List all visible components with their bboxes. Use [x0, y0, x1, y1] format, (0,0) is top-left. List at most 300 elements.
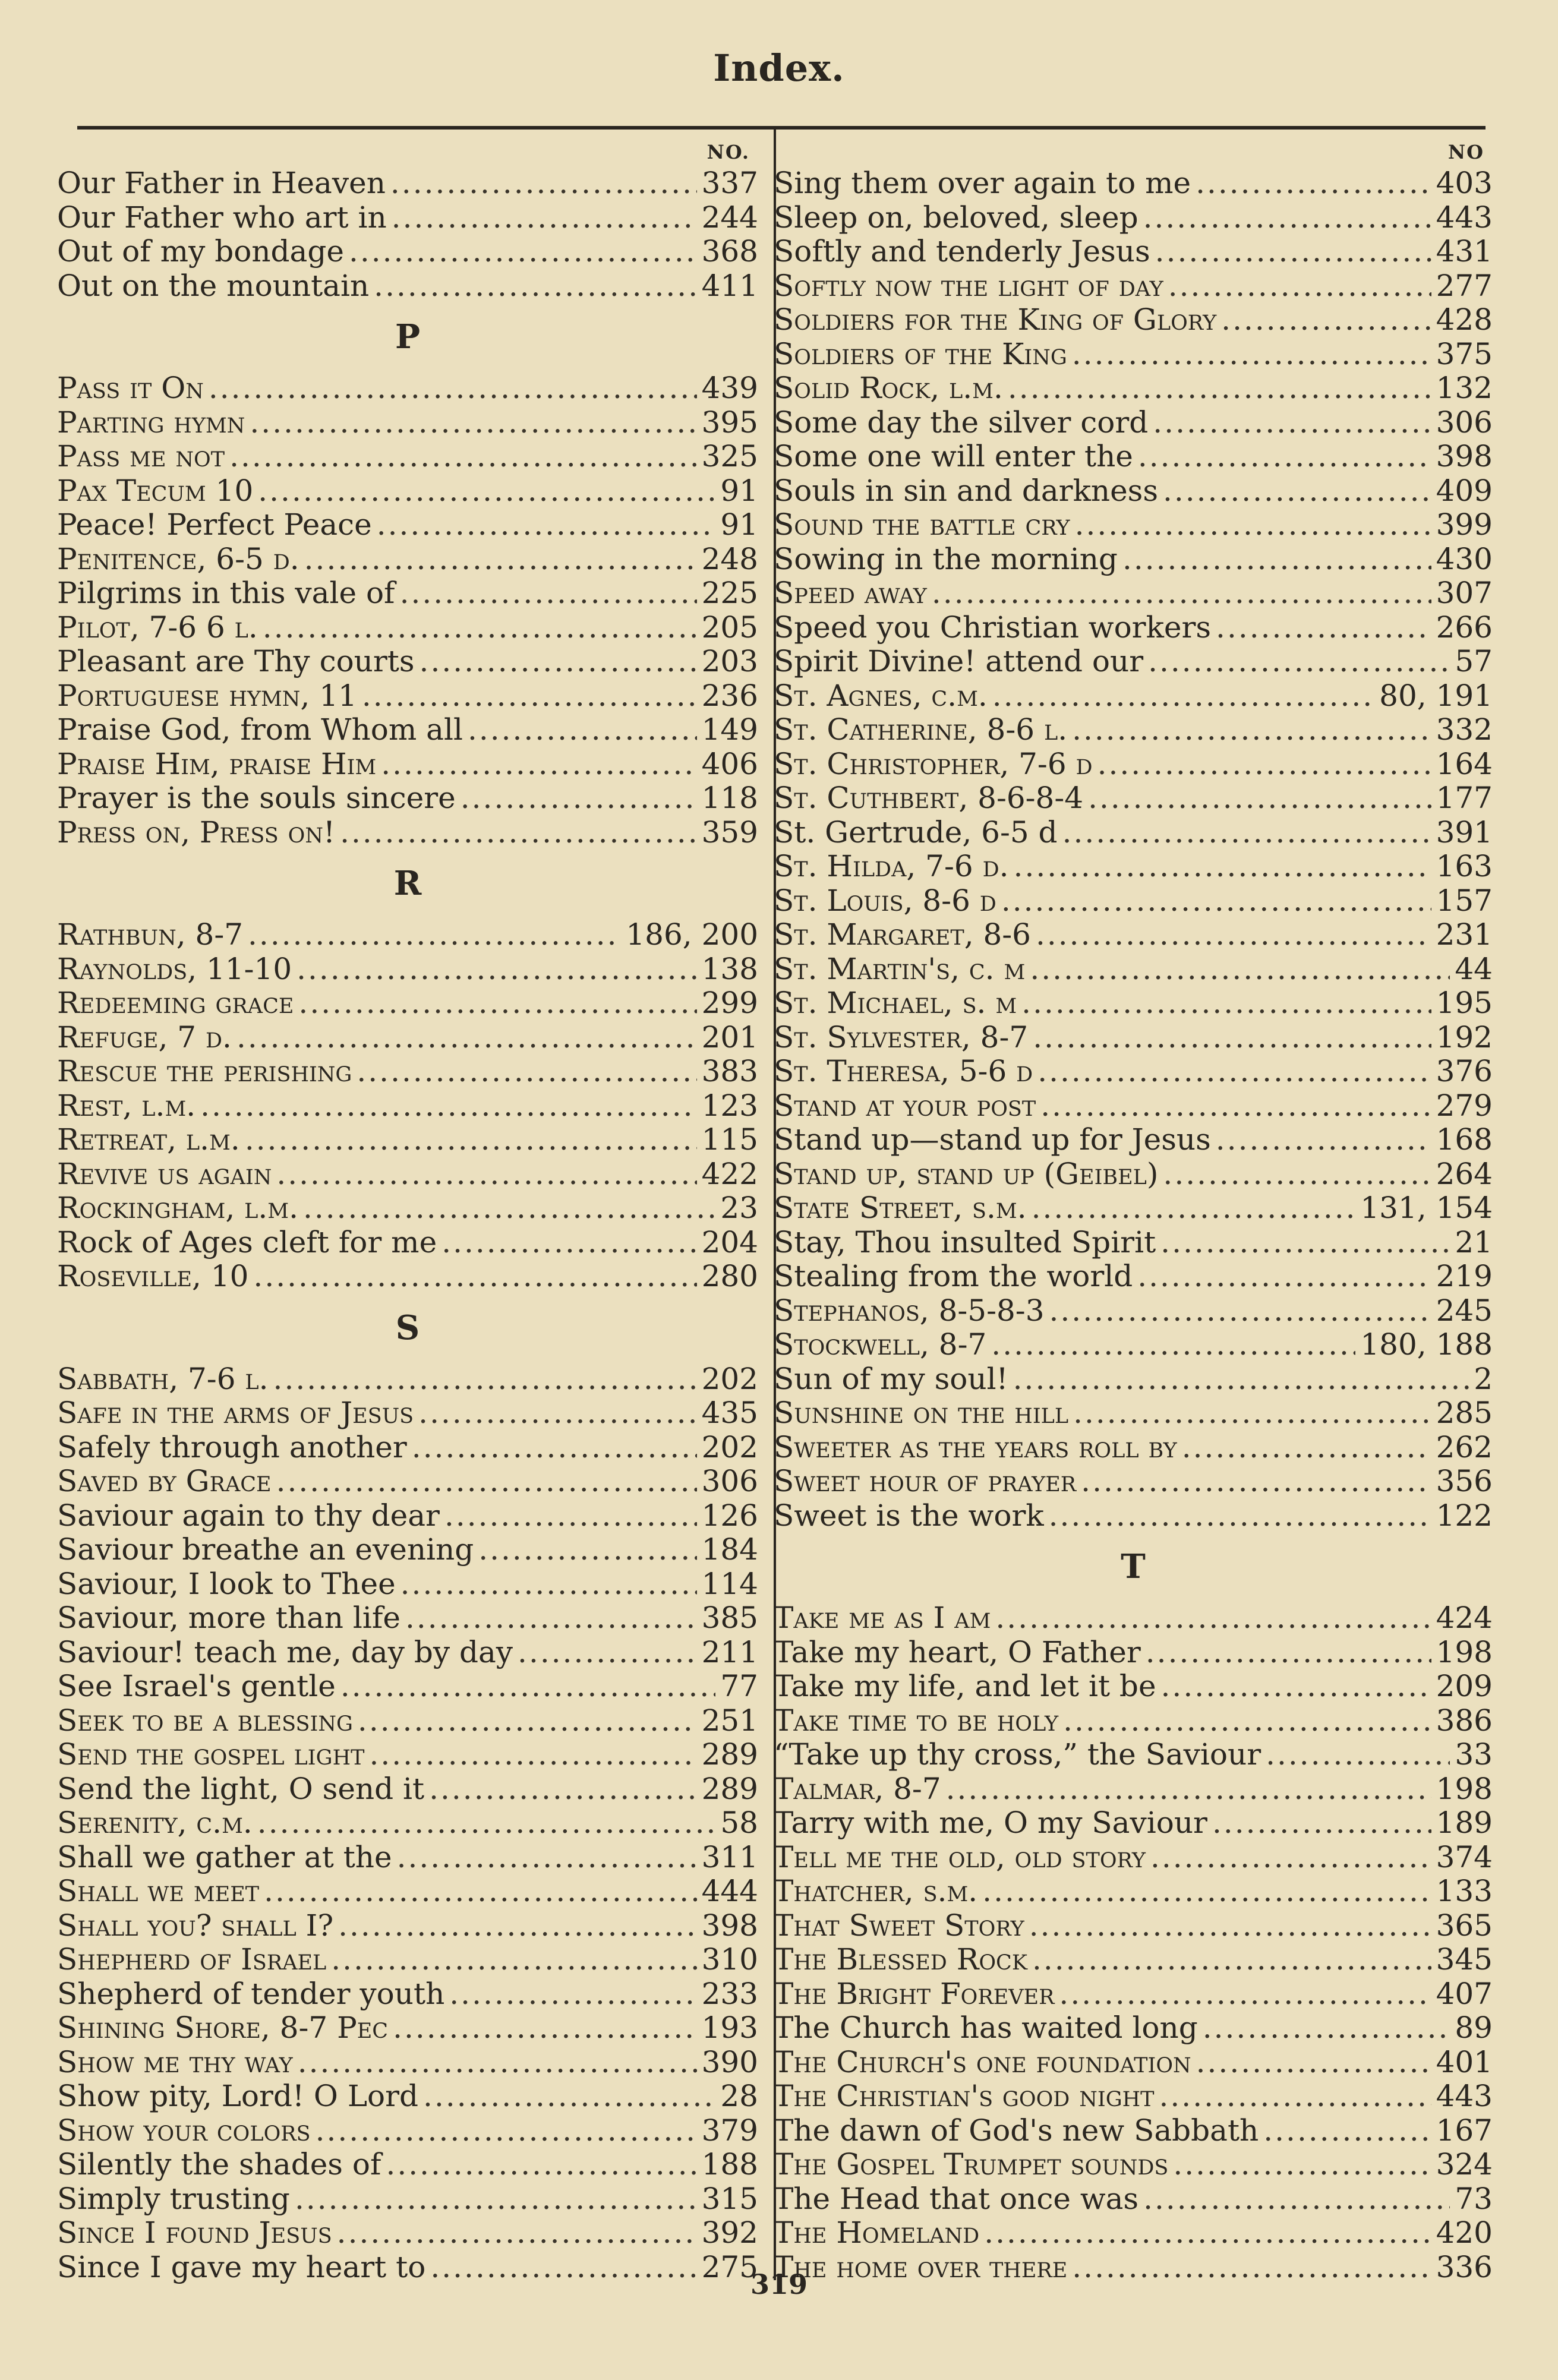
- dot-leader: [400, 1567, 697, 1602]
- index-entry: [57, 269, 758, 304]
- hymn-title: See Israel's gentle: [57, 1669, 336, 1703]
- hymn-number: 167: [1436, 2113, 1493, 2148]
- index-entry: [57, 986, 758, 1021]
- index-entry: [774, 2216, 1493, 2250]
- hymn-title: Sleep on, beloved, sleep: [774, 200, 1138, 235]
- dot-leader: [304, 542, 697, 577]
- dot-leader: [209, 371, 697, 406]
- index-entry: [57, 918, 758, 952]
- dot-leader: [253, 1260, 696, 1294]
- dot-leader: [250, 406, 696, 440]
- hymn-number: 21: [1455, 1224, 1493, 1260]
- hymn-title: Stay, Thou insulted Spirit: [774, 1224, 1156, 1260]
- hymn-title: St. Catherine, 8-6 l.: [774, 712, 1068, 747]
- index-entry: [57, 1226, 758, 1260]
- hymn-number: 188: [701, 2147, 758, 2182]
- hymn-title: Raynolds, 11-10: [57, 951, 292, 986]
- dot-leader: [518, 1636, 697, 1670]
- dot-leader: [374, 269, 696, 304]
- dot-leader: [393, 2011, 696, 2046]
- dot-leader: [1049, 1499, 1431, 1533]
- index-entry: [774, 269, 1493, 304]
- index-entry: [774, 406, 1493, 440]
- index-entry: [774, 611, 1493, 645]
- hymn-number: 359: [701, 815, 758, 850]
- hymn-number: 201: [701, 1019, 758, 1055]
- hymn-title: Take time to be holy: [774, 1703, 1059, 1738]
- dot-leader: [331, 1943, 696, 1977]
- hymn-number: 306: [1436, 405, 1493, 440]
- index-entry: [774, 1874, 1493, 1909]
- hymn-number: 180, 188: [1360, 1327, 1493, 1362]
- hymn-number: 398: [701, 1908, 758, 1943]
- index-entry: [57, 371, 758, 406]
- hymn-number: 91: [720, 507, 758, 542]
- hymn-title: St. Michael, s. m: [774, 986, 1017, 1020]
- hymn-number: 262: [1436, 1429, 1493, 1464]
- index-entry: [774, 679, 1493, 714]
- index-entry: [774, 1123, 1493, 1157]
- dot-leader: [263, 611, 697, 645]
- hymn-title: Our Father in Heaven: [57, 166, 386, 200]
- index-entry: [57, 406, 758, 440]
- hymn-title: Some day the silver cord: [774, 405, 1149, 440]
- hymn-title: The Homeland: [774, 2215, 980, 2250]
- hymn-title: Sound the battle cry: [774, 507, 1070, 542]
- dot-leader: [1073, 1396, 1431, 1431]
- dot-leader: [1013, 1362, 1469, 1397]
- dot-leader: [1163, 1157, 1431, 1192]
- index-entry: [774, 2046, 1493, 2080]
- dot-leader: [316, 2114, 697, 2148]
- index-entry: [774, 2114, 1493, 2148]
- index-entry: [57, 2011, 758, 2046]
- hymn-number: 374: [1436, 1839, 1493, 1874]
- hymn-number: 205: [701, 610, 758, 645]
- index-entry: [774, 1704, 1493, 1738]
- hymn-title: Praise Him, praise Him: [57, 746, 377, 781]
- dot-leader: [468, 713, 697, 747]
- dot-leader: [362, 679, 697, 714]
- hymn-title: Roseville, 10: [57, 1259, 249, 1293]
- hymn-number: 189: [1436, 1805, 1493, 1840]
- index-entry: [57, 1089, 758, 1123]
- hymn-title: Stand up, stand up (Geibel): [774, 1156, 1159, 1191]
- dot-leader: [276, 1157, 696, 1192]
- index-entry: [774, 1669, 1493, 1704]
- dot-leader: [991, 1328, 1355, 1362]
- hymn-number: 202: [701, 1429, 758, 1464]
- dot-leader: [1159, 2079, 1431, 2114]
- index-entry: [57, 952, 758, 987]
- hymn-number: 2: [1474, 1361, 1493, 1396]
- index-column-right: [774, 138, 1493, 2284]
- hymn-title: Take my heart, O Father: [774, 1634, 1141, 1669]
- hymn-number: 365: [1436, 1908, 1493, 1943]
- index-entry: [57, 781, 758, 816]
- index-entry: [774, 1431, 1493, 1465]
- hymn-title: The dawn of God's new Sabbath: [774, 2113, 1259, 2148]
- dot-leader: [264, 1874, 696, 1909]
- hymn-title: Saviour breathe an evening: [57, 1532, 474, 1567]
- index-entry: [774, 986, 1493, 1021]
- index-entry: [774, 884, 1493, 918]
- hymn-title: Saviour again to thy dear: [57, 1498, 440, 1533]
- index-entry: [774, 303, 1493, 337]
- hymn-number: 428: [1436, 302, 1493, 337]
- hymn-number: 225: [701, 576, 758, 610]
- hymn-title: Praise God, from Whom all: [57, 712, 463, 747]
- index-entry: [57, 1431, 758, 1465]
- hymn-number: 409: [1436, 473, 1493, 508]
- hymn-number: 164: [1436, 746, 1493, 781]
- section-letter: R: [393, 864, 422, 903]
- hymn-title: St. Christopher, 7-6 d: [774, 746, 1093, 781]
- hymn-number: 315: [701, 2181, 758, 2216]
- dot-leader: [429, 1772, 696, 1807]
- hymn-number: 325: [701, 439, 758, 474]
- index-entry: [57, 1567, 758, 1602]
- hymn-number: 57: [1455, 644, 1493, 678]
- hymn-title: Sunshine on the hill: [774, 1396, 1069, 1430]
- hymn-title: Soldiers for the King of Glory: [774, 302, 1217, 337]
- index-entry: [774, 1738, 1493, 1772]
- dot-leader: [1221, 303, 1431, 337]
- hymn-title: Shepherd of tender youth: [57, 1976, 445, 2011]
- index-entry: [774, 2148, 1493, 2182]
- hymn-title: Peace! Perfect Peace: [57, 507, 372, 542]
- hymn-number: 420: [1436, 2215, 1493, 2250]
- dot-leader: [298, 2046, 697, 2080]
- index-entry: [57, 2216, 758, 2250]
- dot-leader: [1040, 1089, 1431, 1123]
- hymn-title: Out on the mountain: [57, 268, 370, 303]
- index-entry: [57, 1601, 758, 1636]
- index-entry: [774, 1328, 1493, 1362]
- section-letter: T: [1121, 1547, 1146, 1586]
- hymn-title: Saved by Grace: [57, 1464, 272, 1498]
- hymn-title: Pax Tecum 10: [57, 473, 254, 508]
- dot-leader: [946, 1772, 1431, 1807]
- dot-leader: [1032, 1943, 1431, 1977]
- hymn-title: St. Hilda, 7-6 d.: [774, 849, 1009, 883]
- dot-leader: [1063, 1704, 1431, 1738]
- index-entry: [774, 850, 1493, 884]
- index-entry: [774, 1943, 1493, 1977]
- index-entry: [57, 1055, 758, 1089]
- dot-leader: [1097, 747, 1431, 782]
- hymn-number: 248: [701, 541, 758, 576]
- dot-leader: [229, 440, 696, 474]
- index-entry: [57, 1362, 758, 1397]
- section-letter: S: [395, 1308, 420, 1347]
- hymn-number: 332: [1436, 712, 1493, 747]
- hymn-number: 118: [701, 781, 758, 815]
- hymn-number: 91: [720, 473, 758, 508]
- hymn-number: 23: [720, 1191, 758, 1225]
- hymn-title: Shall we gather at the: [57, 1839, 392, 1874]
- hymn-title: Silently the shades of: [57, 2147, 381, 2182]
- dot-leader: [397, 1841, 697, 1875]
- index-entry: [57, 816, 758, 850]
- hymn-title: Rescue the perishing: [57, 1054, 352, 1088]
- hymn-title: Rest, l.m.: [57, 1088, 196, 1123]
- dot-leader: [1072, 337, 1431, 372]
- index-entry: [57, 1464, 758, 1499]
- page-title: Index.: [713, 46, 845, 90]
- hymn-title: Sing them over again to me: [774, 166, 1191, 200]
- index-list: [57, 166, 758, 2284]
- hymn-number: 411: [701, 268, 758, 303]
- hymn-number: 245: [1436, 1293, 1493, 1328]
- hymn-title: Souls in sin and darkness: [774, 473, 1158, 508]
- dot-leader: [338, 1909, 696, 1943]
- index-entry: [774, 1841, 1493, 1875]
- index-entry: [774, 1909, 1493, 1943]
- dot-leader: [369, 1738, 696, 1772]
- hymn-title: The home over there: [774, 2249, 1068, 2284]
- hymn-number: 310: [701, 1942, 758, 1977]
- hymn-number: 251: [701, 1703, 758, 1738]
- hymn-title: Sweeter as the years roll by: [774, 1429, 1177, 1464]
- dot-leader: [1075, 508, 1431, 542]
- hymn-title: Spirit Divine! attend our: [774, 644, 1144, 678]
- dot-leader: [1160, 1226, 1450, 1260]
- dot-leader: [1029, 1909, 1431, 1943]
- dot-leader: [400, 576, 697, 611]
- hymn-title: Shall we meet: [57, 1874, 260, 1908]
- dot-leader: [1196, 166, 1431, 201]
- hymn-title: Our Father who art in: [57, 200, 387, 235]
- hymn-number: 280: [701, 1259, 758, 1293]
- dot-leader: [340, 1669, 716, 1704]
- hymn-title: Speed away: [774, 576, 927, 610]
- hymn-number: 401: [1436, 2044, 1493, 2079]
- hymn-number: 336: [1436, 2249, 1493, 2284]
- dot-leader: [1081, 1464, 1431, 1499]
- index-entry: [774, 1362, 1493, 1397]
- hymn-title: Pass it On: [57, 371, 204, 405]
- index-entry: [774, 1636, 1493, 1670]
- dot-leader: [420, 645, 697, 679]
- index-entry: [57, 1772, 758, 1807]
- hymn-title: Press on, Press on!: [57, 815, 336, 850]
- hymn-title: Show pity, Lord! O Lord: [57, 2079, 419, 2113]
- hymn-number: 266: [1436, 610, 1493, 645]
- hymn-title: Pleasant are Thy courts: [57, 644, 415, 678]
- hymn-title: St. Agnes, c.m.: [774, 678, 988, 713]
- hymn-number: 192: [1436, 1019, 1493, 1055]
- hymn-number: 33: [1455, 1737, 1493, 1772]
- hymn-number: 193: [701, 2010, 758, 2045]
- hymn-number: 219: [1436, 1259, 1493, 1293]
- hymn-number: 345: [1436, 1942, 1493, 1977]
- index-entry: [774, 2182, 1493, 2217]
- index-entry: [774, 952, 1493, 987]
- hymn-number: 299: [701, 986, 758, 1020]
- hymn-number: 44: [1455, 951, 1493, 986]
- hymn-title: That Sweet Story: [774, 1908, 1024, 1943]
- hymn-title: Pilot, 7-6 6 l.: [57, 610, 258, 645]
- dot-leader: [377, 508, 716, 542]
- hymn-number: 406: [701, 746, 758, 781]
- hymn-number: 80, 191: [1379, 678, 1493, 713]
- dot-leader: [478, 1533, 696, 1567]
- dot-leader: [982, 1874, 1431, 1909]
- dot-leader: [1062, 816, 1431, 850]
- hymn-number: 163: [1436, 849, 1493, 883]
- dot-leader: [423, 2079, 715, 2114]
- hymn-number: 289: [701, 1737, 758, 1772]
- index-entry: [57, 1636, 758, 1670]
- index-entry: [57, 2079, 758, 2114]
- hymn-number: 383: [701, 1054, 758, 1088]
- number-column-header: NO.: [707, 141, 750, 163]
- dot-leader: [441, 1226, 696, 1260]
- index-entry: [57, 1533, 758, 1567]
- index-entry: [57, 1943, 758, 1977]
- index-entry: [57, 679, 758, 714]
- index-entry: [57, 2046, 758, 2080]
- dot-leader: [418, 1396, 696, 1431]
- index-entry: [774, 1772, 1493, 1807]
- index-entry: [774, 1396, 1493, 1431]
- section-letter: P: [395, 317, 421, 356]
- index-entry: [57, 1738, 758, 1772]
- index-entry: [57, 2182, 758, 2217]
- hymn-number: 244: [701, 200, 758, 235]
- hymn-title: Take me as I am: [774, 1601, 991, 1635]
- index-entry: [774, 542, 1493, 577]
- hymn-number: 203: [701, 644, 758, 678]
- index-entry: [774, 2079, 1493, 2114]
- index-entry: [57, 1123, 758, 1157]
- dot-leader: [392, 201, 697, 235]
- dot-leader: [1030, 952, 1450, 987]
- hymn-title: Show your colors: [57, 2113, 311, 2148]
- dot-leader: [412, 1431, 697, 1465]
- dot-leader: [1143, 201, 1431, 235]
- hymn-title: St. Margaret, 8-6: [774, 917, 1031, 952]
- index-entry: [57, 2114, 758, 2148]
- hymn-title: Tell me the old, old story: [774, 1839, 1146, 1874]
- hymn-number: 307: [1436, 576, 1493, 610]
- hymn-title: Saviour, more than life: [57, 1601, 400, 1635]
- index-entry: [774, 918, 1493, 952]
- hymn-title: The Christian's good night: [774, 2079, 1155, 2113]
- index-entry: [774, 1464, 1493, 1499]
- index-entry: [774, 1977, 1493, 2012]
- index-entry: [774, 1089, 1493, 1123]
- index-entry: [774, 440, 1493, 474]
- hymn-number: 77: [720, 1669, 758, 1703]
- hymn-number: 149: [701, 712, 758, 747]
- hymn-number: 443: [1436, 2079, 1493, 2113]
- hymn-number: 198: [1436, 1771, 1493, 1806]
- top-rule: [77, 126, 1486, 130]
- hymn-number: 439: [701, 371, 758, 405]
- dot-leader: [337, 2216, 697, 2250]
- hymn-number: 375: [1436, 336, 1493, 371]
- hymn-title: Saviour! teach me, day by day: [57, 1634, 513, 1669]
- index-entry: [57, 1874, 758, 1909]
- hymn-title: Shall you? shall I?: [57, 1908, 334, 1943]
- hymn-number: 236: [701, 678, 758, 713]
- index-entry: [774, 508, 1493, 542]
- hymn-title: Sowing in the morning: [774, 541, 1118, 576]
- dot-leader: [297, 952, 696, 987]
- hymn-title: Solid Rock, l.m.: [774, 371, 1003, 405]
- index-entry: [774, 816, 1493, 850]
- dot-leader: [390, 166, 697, 201]
- dot-leader: [1212, 1806, 1431, 1841]
- dot-leader: [1088, 781, 1431, 816]
- hymn-title: Speed you Christian workers: [774, 610, 1212, 645]
- dot-leader: [1148, 645, 1450, 679]
- hymn-number: 133: [1436, 1874, 1493, 1908]
- hymn-number: 435: [701, 1396, 758, 1430]
- hymn-number: 395: [701, 405, 758, 440]
- hymn-title: “Take up thy cross,” the Saviour: [774, 1737, 1261, 1772]
- hymn-number: 186, 200: [626, 917, 758, 952]
- hymn-number: 157: [1436, 883, 1493, 918]
- dot-leader: [932, 576, 1431, 611]
- dot-leader: [1216, 611, 1431, 645]
- index-entry: [774, 781, 1493, 816]
- hymn-title: Softly now the light of day: [774, 268, 1163, 303]
- hymn-title: Rock of Ages cleft for me: [57, 1224, 437, 1260]
- hymn-title: Sun of my soul!: [774, 1361, 1008, 1396]
- hymn-title: Rathbun, 8-7: [57, 917, 244, 952]
- hymn-number: 324: [1436, 2147, 1493, 2182]
- hymn-title: Revive us again: [57, 1156, 272, 1191]
- hymn-title: Parting hymn: [57, 405, 245, 440]
- hymn-number: 123: [701, 1088, 758, 1123]
- index-entry: [57, 2148, 758, 2182]
- hymn-title: St. Martin's, c. m: [774, 951, 1026, 986]
- hymn-title: Sweet is the work: [774, 1498, 1044, 1533]
- hymn-number: 211: [701, 1634, 758, 1669]
- hymn-title: St. Gertrude, 6-5 d: [774, 815, 1058, 850]
- hymn-number: 424: [1436, 1601, 1493, 1635]
- dot-leader: [992, 679, 1374, 714]
- index-entry: [57, 201, 758, 235]
- hymn-number: 264: [1436, 1156, 1493, 1191]
- dot-leader: [1059, 1977, 1431, 2012]
- dot-leader: [984, 2216, 1431, 2250]
- hymn-title: Penitence, 6-5 d.: [57, 541, 299, 576]
- hymn-number: 114: [701, 1566, 758, 1601]
- hymn-title: Shining Shore, 8-7 Pec: [57, 2010, 389, 2045]
- dot-leader: [273, 1362, 697, 1397]
- hymn-number: 184: [701, 1532, 758, 1567]
- hymn-title: Serenity, c.m.: [57, 1805, 253, 1840]
- hymn-number: 204: [701, 1224, 758, 1260]
- hymn-number: 392: [701, 2215, 758, 2250]
- hymn-title: Simply trusting: [57, 2181, 290, 2216]
- index-entry: [57, 1806, 758, 1841]
- dot-leader: [1203, 2011, 1450, 2046]
- hymn-title: The Blessed Rock: [774, 1942, 1027, 1977]
- hymn-number: 209: [1436, 1669, 1493, 1703]
- hymn-title: Stand up—stand up for Jesus: [774, 1122, 1211, 1157]
- hymn-title: The Head that once was: [774, 2181, 1139, 2216]
- dot-leader: [1037, 1055, 1431, 1089]
- index-entry: [774, 1499, 1493, 1533]
- hymn-number: 385: [701, 1601, 758, 1635]
- hymn-title: Take my life, and let it be: [774, 1669, 1156, 1703]
- hymn-title: Portuguese hymn, 11: [57, 678, 357, 713]
